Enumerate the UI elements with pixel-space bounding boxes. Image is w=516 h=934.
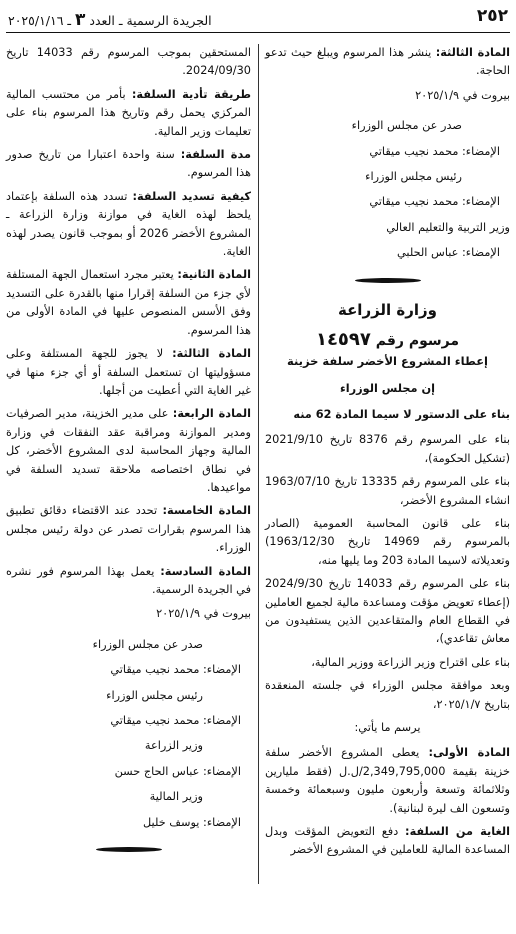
article-text: ينشر هذا المرسوم ويبلغ حيث تدعو الحاجة.: [265, 46, 510, 78]
minister-title: وزير التربية والتعليم العالي: [386, 220, 510, 234]
article-2-paragraph: [6, 266, 251, 340]
duration-paragraph: [6, 146, 251, 183]
issue-number: ٣: [75, 10, 86, 30]
issue-date: ـ ٢٠٢٥/١/١٦: [8, 13, 72, 28]
beirut-date: بيروت في ٢٠٢٥/١/٩: [415, 88, 510, 102]
article-3-paragraph: [265, 44, 510, 81]
basis-paragraph: بناء على المرسوم رقم 13335 تاريخ 1963/07/10 انشاء المشروع الأخضر،: [265, 475, 510, 507]
duration-text: سنة واحدة اعتبارا من تاريخ صدور هذا المرسوم.: [6, 148, 251, 180]
article-label: المادة السادسة:: [160, 564, 251, 578]
signature: الإمضاء: محمد نجيب ميقاتي: [110, 714, 241, 727]
article-6-paragraph: [6, 563, 251, 600]
article-text: يعتبر مجرد استعمال الجهة المستلفة لأي جزء من السلفة إقرارا منها بالقدرة على التسديد وفق الأسس المنصوص عليها في المادة الأولى من هذا المرسوم.: [6, 268, 251, 337]
separator-mark: [96, 847, 162, 852]
article-label: المادة الثانية:: [177, 268, 251, 282]
decree-heading: [265, 329, 510, 352]
left-column: [6, 44, 251, 868]
basis-paragraph: بناء على اقتراح وزير الزراعة ووزير المالية،: [311, 655, 510, 669]
decree-subject: إعطاء المشروع الأخضر سلفة خزينة: [286, 354, 488, 369]
decrees-line: يرسم ما يأتي:: [354, 720, 421, 734]
gazette-name: الجريدة الرسمية ـ العدد: [89, 13, 212, 28]
issued-by: صدر عن مجلس الوزراء: [92, 637, 203, 651]
page-number: ٢٥٢: [476, 6, 508, 26]
signature: الإمضاء: عباس الحلبي: [397, 246, 500, 260]
page-header: [6, 6, 510, 33]
minister-title: وزير المالية: [149, 790, 203, 804]
article-text: على مدير الخزينة، مدير الصرفيات ومدير الموازنة ومراقبة عقد النفقات في وزارة المالية وجهاز المحاسبة لدى المشروع الأخضر، كل في نطاق اختصاصه ملاحقة تسديد السلفة في مواعيدها.: [6, 407, 251, 494]
method-text: بأمر من محتسب المالية المركزي يحمل رقم وتاريخ هذا المرسوم بناء على تعليمات وزير المالية.: [6, 87, 251, 138]
repayment-paragraph: [6, 188, 251, 262]
article-text: يعطى المشروع الأخضر سلفة خزينة بقيمة 2,349,795,000/ل.ل (فقط مليارين وثلاثمائة وتسعة وأربعون مليون وسبعمائة وخمسة وتسعون الف ليرة لبنانية).: [265, 746, 510, 815]
minister-title: وزير الزراعة: [144, 739, 203, 753]
ministry-heading: وزارة الزراعة: [337, 301, 438, 320]
separator: [265, 271, 510, 289]
article-label: المادة الثالثة:: [172, 347, 251, 361]
column-divider: [258, 44, 259, 884]
separator-mark: [355, 278, 421, 283]
article-label: المادة الخامسة:: [162, 504, 252, 518]
basis-paragraph: بناء على قانون المحاسبة العمومية (الصادر بالمرسوم رقم 14969 تاريخ 1963/12/30) وتعديلاته لاسيما المادة 203 وما يليها منه،: [265, 516, 510, 567]
duration-label: مدة السلفة:: [180, 148, 251, 162]
beirut-date: بيروت في ٢٠٢٥/١/٩: [156, 607, 251, 621]
basis-paragraph: بناء على المرسوم رقم 8376 تاريخ 2021/9/10 (تشكيل الحكومة)،: [265, 433, 510, 465]
signature: الإمضاء: عباس الحاج حسن: [114, 764, 241, 778]
article-4-paragraph: [6, 405, 251, 497]
article-5-paragraph: [6, 502, 251, 557]
signature: الإمضاء: محمد نجيب ميقاتي: [369, 144, 500, 158]
signature: الإمضاء: محمد نجيب ميقاتي: [110, 663, 241, 677]
purpose-paragraph: [265, 823, 510, 860]
decree-number: ١٤٥٩٧: [315, 329, 371, 351]
basis-paragraph: بناء على المرسوم رقم 14033 تاريخ 2024/9/30 (إعطاء تعويض مؤقت ومساعدة مالية لجميع العاملين في القطاع العام والمتقاعدين الذين يستفيدون من معاش تقاعدي)،: [265, 577, 510, 646]
basis-paragraph: وبعد موافقة مجلس الوزراء في جلسته المنعقدة بتاريخ ٢٠٢٥/١/٧،: [265, 679, 510, 711]
article-text: تحدد عند الاقتضاء دقائق تطبيق هذا المرسوم بقرارات تصدر عن دولة رئيس مجلس الوزراء.: [6, 504, 251, 555]
council-line: إن مجلس الوزراء: [340, 382, 435, 396]
article-3-paragraph: [6, 345, 251, 400]
signature: الإمضاء: محمد نجيب ميقاتي: [369, 195, 500, 209]
right-column: [265, 44, 510, 865]
article-1-paragraph: [265, 744, 510, 818]
gazette-title: [8, 10, 212, 30]
pm-title: رئيس مجلس الوزراء: [106, 688, 203, 702]
continuation-paragraph: المستحقين بموجب المرسوم رقم 14033 تاريخ 2024/09/30.: [6, 46, 251, 78]
purpose-label: الغاية من السلفة:: [405, 825, 511, 838]
method-paragraph: [6, 86, 251, 141]
decree-label: مرسوم رقم: [375, 333, 460, 350]
signature: الإمضاء: يوسف خليل: [143, 815, 241, 829]
basis-constitution: بناء على الدستور لا سيما المادة 62 منه: [293, 407, 510, 421]
pm-title: رئيس مجلس الوزراء: [365, 170, 462, 184]
repayment-text: تسدد هذه السلفة بإعتماد يلحظ لهذه الغاية في موازنة وزارة الزراعة ـ المشروع الأخضر 2026 أو بموجب قانون يصدر لهذه الغاية.: [6, 189, 252, 259]
purpose-text: دفع التعويض المؤقت وبدل المساعدة المالية للعاملين في المشروع الأخضر: [265, 825, 510, 857]
article-label: المادة الأولى:: [428, 746, 511, 760]
repayment-label: كيفية تسديد السلفة:: [132, 189, 252, 203]
separator: [6, 840, 251, 858]
issued-by: صدر عن مجلس الوزراء: [351, 119, 462, 133]
article-label: المادة الثالثة:: [435, 46, 510, 59]
article-label: المادة الرابعة:: [172, 407, 251, 421]
method-label: طريقة تأدية السلفة:: [131, 87, 251, 101]
article-text: يعمل بهذا المرسوم فور نشره في الجريدة الرسمية.: [6, 564, 251, 596]
article-text: لا يجوز للجهة المستلفة وعلى مسؤوليتها ان تستعمل السلفة أو أي جزء منها في غير الغاية التي أعطيت من أجلها.: [6, 347, 251, 397]
